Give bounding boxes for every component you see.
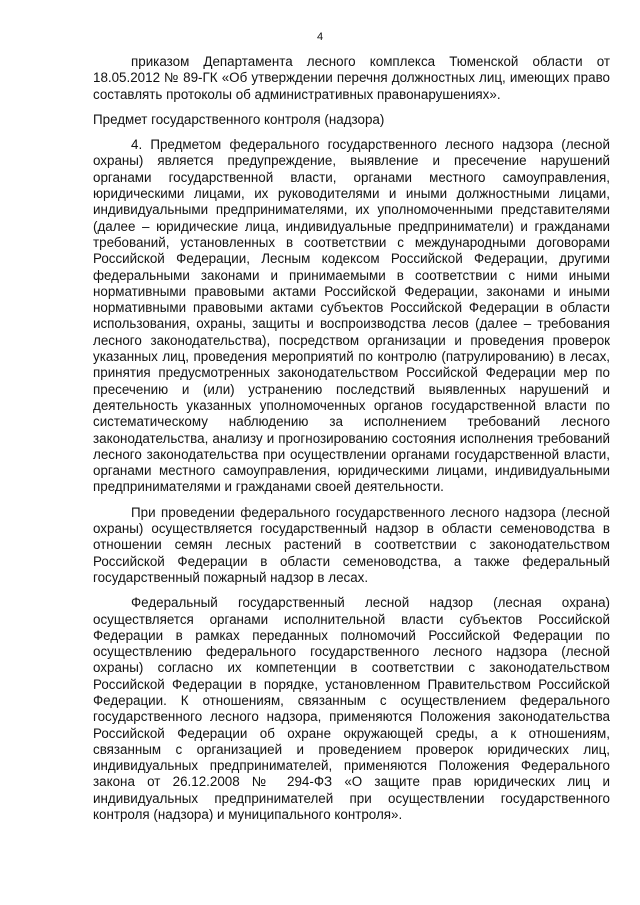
paragraph-4-subject-of-supervision: 4. Предметом федерального государственного лесного надзора (лесной охраны) является предупреждение, выявление и пресечение нарушений органами государственной власти, органами местного самоуправления, юридическими лицами, их руководителями и иными должностными лицами, индивидуальными предпринимателями, их уполномоченными представителями (далее – юридические лица, индивидуальные предприниматели) и гражданами требований, установленных в соответствии с международными договорами Российской Федерации, Лесным кодексом Российской Федерации, другими федеральными законами и принимаемыми в соответствии с ними иными нормативными правовыми актами Российской Федерации, законами и иными нормативными правовыми актами субъектов Российской Федерации в области использования, охраны, защиты и воспроизводства лесов (далее – требования лесного законодательства), посредством организации и проведения проверок указанных лиц, проведения мероприятий по контролю (патрулированию) в лесах, принятия предусмотренных законодательством Российской Федерации мер по пресечению и (или) устранению последствий выявленных нарушений и деятельность указанных уполномоченных органов государственной власти по систематическому наблюдению за исполнением требований лесного законодательства, анализу и прогнозированию состояния исполнения требований лесного законодательства при осуществлении органами государственной власти, органами местного самоуправления, юридическими лицами, индивидуальными предпринимателями и гражданами своей деятельности.	[93, 137, 610, 495]
paragraph-order-reference: приказом Департамента лесного комплекса Тюменской области от 18.05.2012 № 89-ГК «Об утверждении перечня должностных лиц, имеющих право составлять протоколы об административных правонарушениях».	[93, 54, 610, 102]
document-body	[93, 54, 610, 823]
paragraph-seed-and-fire-supervision: При проведении федерального государственного лесного надзора (лесной охраны) осуществляется государственный надзор в области семеноводства в отношении семян лесных растений в соответствии с законодательством Российской Федерации в области семеноводства, а также федеральный государственный пожарный надзор в лесах.	[93, 504, 610, 585]
paragraph-supervision-execution: Федеральный государственный лесной надзор (лесная охрана) осуществляется органами исполнительной власти субъектов Российской Федерации в рамках переданных полномочий Российской Федерации по осуществлению федерального государственного лесного надзора (лесной охраны) согласно их компетенции в соответствии с законодательством Российской Федерации в порядке, установленном Правительством Российской Федерации. К отношениям, связанным с осуществлением федерального государственного лесного надзора, применяются Положения законодательства Российской Федерации об охране окружающей среды, а к отношениям, связанным с организацией и проведением проверок юридических лиц, индивидуальных предпринимателей, применяются Положения Федерального закона от 26.12.2008 № 294-ФЗ «О защите прав юридических лиц и индивидуальных предпринимателей при осуществлении государственного контроля (надзора) и муниципального контроля».	[93, 595, 610, 823]
page-number: 4	[316, 31, 324, 43]
section-heading: Предмет государственного контроля (надзора)	[93, 111, 385, 127]
